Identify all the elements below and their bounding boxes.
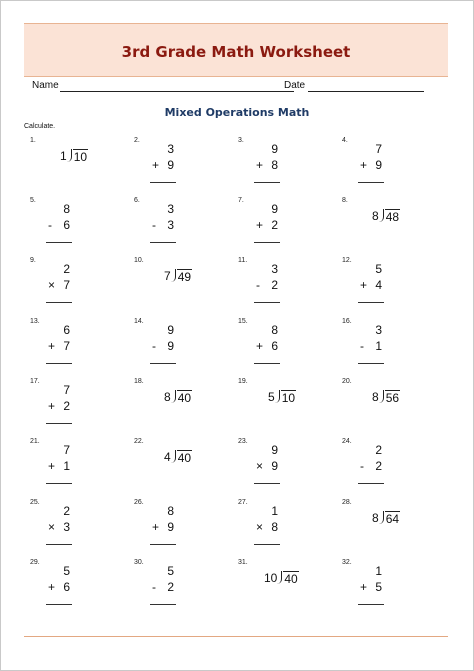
divisor: 5	[268, 390, 275, 404]
name-field[interactable]	[60, 91, 294, 92]
problem-number: 30.	[134, 559, 144, 566]
division-bracket	[171, 450, 176, 463]
answer-line[interactable]	[254, 182, 280, 183]
problem-number: 20.	[342, 378, 352, 385]
second-operand: 9	[167, 158, 174, 172]
problem-1	[30, 137, 130, 197]
second-row	[48, 217, 70, 233]
second-operand: 6	[63, 218, 70, 232]
answer-line[interactable]	[150, 544, 176, 545]
first-operand: 7	[63, 383, 70, 397]
divisor: 8	[164, 390, 171, 404]
operator-sign: ×	[256, 459, 264, 473]
second-operand: 3	[63, 520, 70, 534]
operator-sign: +	[256, 158, 264, 172]
division-bracket	[379, 390, 384, 403]
second-row	[360, 579, 382, 595]
vertical-problem	[48, 261, 70, 293]
long-division-problem	[60, 149, 88, 164]
problem-number: 29.	[30, 559, 40, 566]
problem-28	[342, 499, 442, 559]
operator-sign: +	[360, 278, 368, 292]
first-operand: 2	[63, 504, 70, 518]
first-operand: 1	[375, 564, 382, 578]
long-division-problem	[264, 571, 299, 586]
second-operand: 9	[167, 339, 174, 353]
name-date-line	[32, 80, 424, 94]
operator-sign: +	[360, 158, 368, 172]
operator-sign: +	[152, 158, 160, 172]
problem-15	[238, 318, 338, 378]
division-bracket	[275, 390, 280, 403]
vertical-problem	[152, 141, 174, 173]
second-operand: 8	[271, 158, 278, 172]
problem-number: 14.	[134, 318, 144, 325]
first-operand: 5	[63, 564, 70, 578]
second-row	[360, 277, 382, 293]
vertical-problem	[360, 563, 382, 595]
dividend: 10	[281, 391, 296, 405]
dividend: 40	[284, 572, 298, 586]
vertical-problem	[360, 442, 382, 474]
problem-27	[238, 499, 338, 559]
operator-sign: +	[48, 459, 56, 473]
second-row	[256, 338, 278, 354]
vertical-problem	[360, 322, 382, 354]
dividend: 40	[177, 391, 192, 405]
dividend: 56	[385, 391, 400, 405]
date-field[interactable]	[308, 91, 424, 92]
answer-line[interactable]	[46, 483, 72, 484]
problem-7	[238, 197, 338, 257]
problem-6	[134, 197, 234, 257]
operator-sign: +	[48, 580, 56, 594]
division-bracket	[277, 571, 282, 584]
second-row	[152, 157, 174, 173]
problem-2	[134, 137, 234, 197]
problem-number: 19.	[238, 378, 248, 385]
second-row	[360, 157, 382, 173]
divisor: 1	[60, 149, 67, 163]
vertical-problem	[256, 201, 278, 233]
answer-line[interactable]	[358, 604, 384, 605]
vertical-problem	[256, 141, 278, 173]
answer-line[interactable]	[150, 604, 176, 605]
problem-24	[342, 438, 442, 498]
first-operand: 2	[375, 443, 382, 457]
vertical-problem	[256, 503, 278, 535]
problem-25	[30, 499, 130, 559]
second-row	[256, 519, 278, 535]
first-operand: 9	[271, 443, 278, 457]
title-banner	[24, 23, 448, 77]
problem-32	[342, 559, 442, 619]
problem-number: 17.	[30, 378, 40, 385]
problem-number: 32.	[342, 559, 352, 566]
problem-3	[238, 137, 338, 197]
first-operand: 9	[271, 142, 278, 156]
answer-line[interactable]	[358, 363, 384, 364]
vertical-problem	[152, 201, 174, 233]
problem-number: 5.	[30, 197, 36, 204]
problem-number: 18.	[134, 378, 144, 385]
answer-line[interactable]	[254, 242, 280, 243]
problem-12	[342, 257, 442, 317]
vertical-problem	[256, 442, 278, 474]
dividend: 49	[177, 270, 192, 284]
operator-sign: +	[256, 339, 264, 353]
problem-19	[238, 378, 338, 438]
problem-26	[134, 499, 234, 559]
answer-line[interactable]	[46, 363, 72, 364]
first-operand: 1	[271, 504, 278, 518]
first-operand: 8	[63, 202, 70, 216]
second-row	[152, 217, 174, 233]
second-operand: 9	[375, 158, 382, 172]
operator-sign: -	[360, 339, 364, 353]
problem-number: 8.	[342, 197, 348, 204]
operator-sign: ×	[256, 520, 264, 534]
problem-23	[238, 438, 338, 498]
vertical-problem	[256, 261, 278, 293]
problem-number: 21.	[30, 438, 40, 445]
problem-number: 11.	[238, 257, 248, 264]
vertical-problem	[360, 141, 382, 173]
problem-number: 27.	[238, 499, 248, 506]
vertical-problem	[48, 442, 70, 474]
first-operand: 7	[63, 443, 70, 457]
operator-sign: -	[360, 459, 364, 473]
second-operand: 2	[375, 459, 382, 473]
second-row	[256, 458, 278, 474]
second-row	[48, 277, 70, 293]
problem-8	[342, 197, 442, 257]
problem-9	[30, 257, 130, 317]
vertical-problem	[48, 201, 70, 233]
second-operand: 7	[63, 278, 70, 292]
first-operand: 3	[375, 323, 382, 337]
answer-line[interactable]	[46, 423, 72, 424]
second-operand: 3	[167, 218, 174, 232]
problem-29	[30, 559, 130, 619]
problem-number: 24.	[342, 438, 352, 445]
problem-number: 13.	[30, 318, 40, 325]
name-label: Name	[32, 80, 59, 91]
second-row	[256, 217, 278, 233]
problem-number: 6.	[134, 197, 140, 204]
vertical-problem	[152, 503, 174, 535]
division-bracket	[379, 511, 384, 524]
second-operand: 6	[63, 580, 70, 594]
answer-line[interactable]	[254, 483, 280, 484]
answer-line[interactable]	[46, 544, 72, 545]
dividend: 10	[73, 150, 88, 164]
long-division-problem	[164, 269, 192, 284]
second-operand: 1	[375, 339, 382, 353]
problem-17	[30, 378, 130, 438]
problem-number: 7.	[238, 197, 244, 204]
operator-sign: -	[152, 339, 156, 353]
answer-line[interactable]	[254, 544, 280, 545]
second-row	[48, 398, 70, 414]
second-operand: 9	[167, 520, 174, 534]
problem-number: 16.	[342, 318, 352, 325]
problem-number: 4.	[342, 137, 348, 144]
problem-14	[134, 318, 234, 378]
vertical-problem	[152, 563, 174, 595]
second-operand: 7	[63, 339, 70, 353]
operator-sign: +	[256, 218, 264, 232]
first-operand: 8	[271, 323, 278, 337]
problem-number: 23.	[238, 438, 248, 445]
operator-sign: +	[48, 339, 56, 353]
answer-line[interactable]	[150, 242, 176, 243]
first-operand: 5	[167, 564, 174, 578]
first-operand: 9	[167, 323, 174, 337]
dividend: 64	[385, 512, 400, 526]
problem-number: 2.	[134, 137, 140, 144]
second-operand: 9	[271, 459, 278, 473]
problem-31	[238, 559, 338, 619]
problem-30	[134, 559, 234, 619]
operator-sign: ×	[48, 278, 56, 292]
problem-number: 22.	[134, 438, 144, 445]
answer-line[interactable]	[254, 302, 280, 303]
footer-rule	[24, 636, 448, 637]
long-division-problem	[164, 450, 192, 465]
problem-10	[134, 257, 234, 317]
answer-line[interactable]	[358, 182, 384, 183]
answer-line[interactable]	[358, 302, 384, 303]
second-row	[48, 579, 70, 595]
vertical-problem	[256, 322, 278, 354]
problem-number: 25.	[30, 499, 40, 506]
vertical-problem	[48, 503, 70, 535]
problem-number: 31.	[238, 559, 248, 566]
first-operand: 5	[375, 262, 382, 276]
first-operand: 7	[375, 142, 382, 156]
divisor: 8	[372, 390, 379, 404]
problem-number: 26.	[134, 499, 144, 506]
worksheet-subtitle: Mixed Operations Math	[164, 106, 310, 119]
problem-number: 12.	[342, 257, 352, 264]
division-bracket	[379, 209, 384, 222]
operator-sign: +	[360, 580, 368, 594]
problem-18	[134, 378, 234, 438]
problem-number: 10.	[134, 257, 144, 264]
long-division-problem	[268, 390, 296, 405]
division-bracket	[67, 149, 72, 162]
operator-sign: +	[152, 520, 160, 534]
divisor: 10	[264, 571, 278, 585]
answer-line[interactable]	[150, 363, 176, 364]
problem-number: 3.	[238, 137, 244, 144]
operator-sign: ×	[48, 520, 56, 534]
second-operand: 1	[63, 459, 70, 473]
dividend: 40	[177, 451, 192, 465]
first-operand: 9	[271, 202, 278, 216]
long-division-problem	[164, 390, 192, 405]
first-operand: 6	[63, 323, 70, 337]
answer-line[interactable]	[150, 182, 176, 183]
operator-sign: +	[48, 399, 56, 413]
date-label: Date	[284, 80, 306, 91]
second-operand: 2	[271, 278, 278, 292]
second-row	[48, 519, 70, 535]
first-operand: 8	[167, 504, 174, 518]
answer-line[interactable]	[46, 242, 72, 243]
vertical-problem	[48, 382, 70, 414]
second-row	[152, 338, 174, 354]
second-operand: 4	[375, 278, 382, 292]
second-row	[360, 338, 382, 354]
first-operand: 3	[271, 262, 278, 276]
divisor: 7	[164, 269, 171, 283]
problem-number: 1.	[30, 137, 36, 144]
second-row	[152, 579, 174, 595]
problem-4	[342, 137, 442, 197]
second-row	[152, 519, 174, 535]
second-row	[48, 338, 70, 354]
problem-5	[30, 197, 130, 257]
answer-line[interactable]	[254, 363, 280, 364]
operator-sign: -	[48, 218, 52, 232]
operator-sign: -	[152, 218, 156, 232]
long-division-problem	[372, 390, 400, 405]
divisor: 4	[164, 450, 171, 464]
first-operand: 3	[167, 142, 174, 156]
second-row	[360, 458, 382, 474]
answer-line[interactable]	[46, 302, 72, 303]
problem-number: 15.	[238, 318, 248, 325]
page-title: 3rd Grade Math Worksheet	[121, 43, 351, 61]
dividend: 48	[385, 210, 400, 224]
vertical-problem	[152, 322, 174, 354]
long-division-problem	[372, 511, 400, 526]
long-division-problem	[372, 209, 400, 224]
operator-sign: -	[152, 580, 156, 594]
problem-16	[342, 318, 442, 378]
second-operand: 5	[375, 580, 382, 594]
vertical-problem	[48, 322, 70, 354]
divisor: 8	[372, 511, 379, 525]
second-operand: 8	[271, 520, 278, 534]
second-operand: 2	[271, 218, 278, 232]
operator-sign: -	[256, 278, 260, 292]
divisor: 8	[372, 209, 379, 223]
problem-21	[30, 438, 130, 498]
division-bracket	[171, 269, 176, 282]
second-operand: 6	[271, 339, 278, 353]
answer-line[interactable]	[358, 483, 384, 484]
vertical-problem	[48, 563, 70, 595]
problem-13	[30, 318, 130, 378]
problem-number: 28.	[342, 499, 352, 506]
problem-20	[342, 378, 442, 438]
answer-line[interactable]	[46, 604, 72, 605]
problem-22	[134, 438, 234, 498]
problem-number: 9.	[30, 257, 36, 264]
second-row	[256, 157, 278, 173]
first-operand: 3	[167, 202, 174, 216]
first-operand: 2	[63, 262, 70, 276]
second-operand: 2	[167, 580, 174, 594]
second-row	[256, 277, 278, 293]
problem-11	[238, 257, 338, 317]
instruction-text: Calculate.	[24, 123, 56, 130]
division-bracket	[171, 390, 176, 403]
second-row	[48, 458, 70, 474]
vertical-problem	[360, 261, 382, 293]
second-operand: 2	[63, 399, 70, 413]
